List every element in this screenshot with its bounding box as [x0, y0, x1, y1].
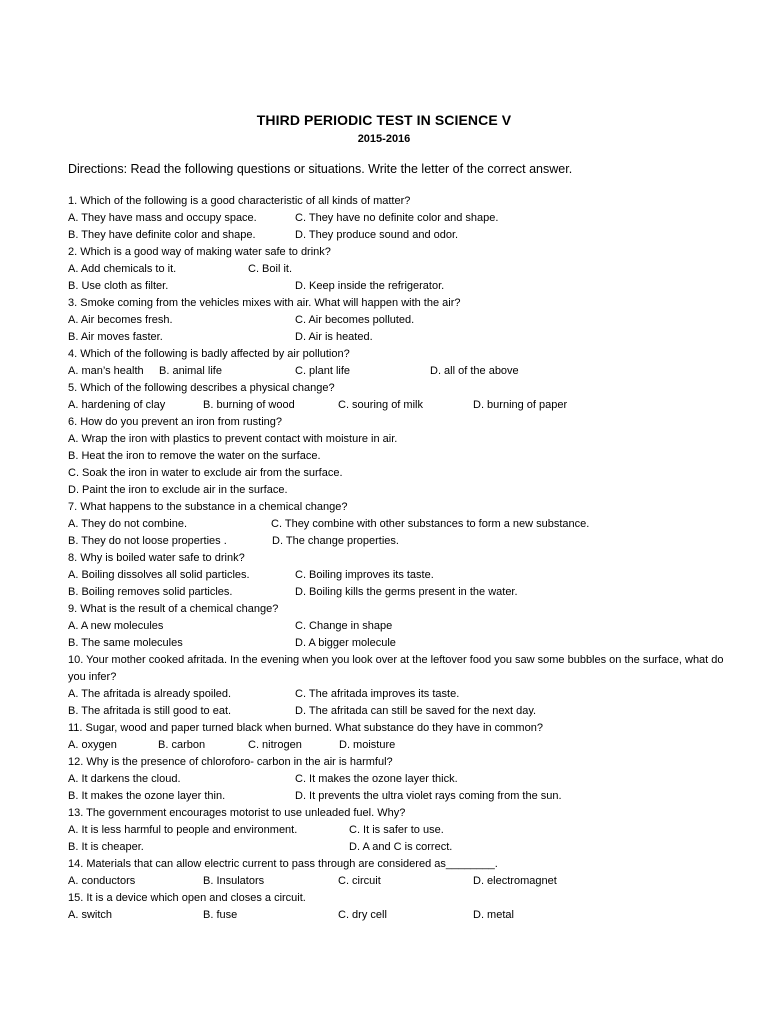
choice-c: C. nitrogen — [248, 739, 302, 751]
choice-row — [68, 584, 728, 601]
choice-row — [68, 686, 728, 703]
choice-b: B. carbon — [158, 739, 206, 751]
question-6: 6. How do you prevent an iron from rusting? — [68, 416, 283, 428]
choice-row — [68, 567, 728, 584]
directions: Directions: Read the following questions or situations. Write the letter of the correct answer. — [68, 162, 573, 176]
choice-d: D. A and C is correct. — [349, 841, 453, 853]
choice-d: D. all of the above — [430, 365, 519, 377]
choice-c: C. circuit — [338, 875, 381, 887]
choice-d: D. The afritada can still be saved for the next day. — [295, 705, 537, 717]
choice-c: C. plant life — [295, 365, 351, 377]
question-1: 1. Which of the following is a good characteristic of all kinds of matter? — [68, 195, 411, 207]
choice-row — [68, 516, 728, 533]
choice-b: B. Air moves faster. — [68, 331, 163, 343]
choice-row — [68, 278, 728, 295]
question-2: 2. Which is a good way of making water safe to drink? — [68, 246, 331, 258]
choice-row — [68, 210, 728, 227]
choice-d: D. The change properties. — [272, 535, 399, 547]
choice-b: B. Insulators — [203, 875, 265, 887]
choice-d: D. Keep inside the refrigerator. — [295, 280, 445, 292]
choice-b: B. The afritada is still good to eat. — [68, 705, 232, 717]
choice-b: B. It makes the ozone layer thin. — [68, 790, 226, 802]
choice-c: C. Soak the iron in water to exclude air from the surface. — [68, 467, 343, 479]
choice-b: B. The same molecules — [68, 637, 183, 649]
choice-c: C. dry cell — [338, 909, 387, 921]
choice-b: B. fuse — [203, 909, 238, 921]
question-7: 7. What happens to the substance in a chemical change? — [68, 501, 348, 513]
choice-row — [68, 363, 728, 380]
question-10: 10. Your mother cooked afritada. In the evening when you look over at the leftover food you saw some bubbles on the surface, what do you infer? — [68, 654, 724, 683]
choice-row — [68, 635, 728, 652]
choice-b: B. Use cloth as filter. — [68, 280, 169, 292]
choice-a: A. man’s health — [68, 365, 144, 377]
page-title: THIRD PERIODIC TEST IN SCIENCE V — [256, 112, 512, 128]
choice-c: C. Air becomes polluted. — [295, 314, 415, 326]
choice-b: B. They do not loose properties . — [68, 535, 227, 547]
question-14: 14. Materials that can allow electric current to pass through are considered as________. — [68, 858, 498, 870]
question-3: 3. Smoke coming from the vehicles mixes with air. What will happen with the air? — [68, 297, 461, 309]
choice-a: A. Add chemicals to it. — [68, 263, 177, 275]
choice-row — [68, 873, 728, 890]
question-12: 12. Why is the presence of chloroforo- carbon in the air is harmful? — [68, 756, 393, 768]
school-year: 2015-2016 — [357, 133, 411, 145]
choice-row — [68, 737, 728, 754]
choice-c: C. It is safer to use. — [349, 824, 444, 836]
choice-a: A. hardening of clay — [68, 399, 166, 411]
question-5: 5. Which of the following describes a physical change? — [68, 382, 335, 394]
choice-row — [68, 227, 728, 244]
choice-row — [68, 788, 728, 805]
question-8: 8. Why is boiled water safe to drink? — [68, 552, 245, 564]
choice-b: B. Boiling removes solid particles. — [68, 586, 233, 598]
choice-a: A. Air becomes fresh. — [68, 314, 173, 326]
question-13: 13. The government encourages motorist to use unleaded fuel. Why? — [68, 807, 406, 819]
question-11: 11. Sugar, wood and paper turned black when burned. What substance do they have in common? — [68, 722, 543, 734]
choice-row — [68, 261, 728, 278]
choice-row — [68, 771, 728, 788]
choice-c: C. Change in shape — [295, 620, 393, 632]
choice-b: B. burning of wood — [203, 399, 295, 411]
choice-a: A. oxygen — [68, 739, 117, 751]
choice-d: D. It prevents the ultra violet rays coming from the sun. — [295, 790, 562, 802]
choice-d: D. moisture — [339, 739, 396, 751]
choice-a: A. It darkens the cloud. — [68, 773, 181, 785]
question-9: 9. What is the result of a chemical change? — [68, 603, 279, 615]
question-list — [68, 193, 728, 924]
choice-a: A. The afritada is already spoiled. — [68, 688, 232, 700]
choice-b: B. animal life — [159, 365, 222, 377]
question-15: 15. It is a device which open and closes a circuit. — [68, 892, 306, 904]
choice-d: D. Air is heated. — [295, 331, 373, 343]
choice-c: C. It makes the ozone layer thick. — [295, 773, 458, 785]
choice-row — [68, 329, 728, 346]
choice-c: C. Boiling improves its taste. — [295, 569, 434, 581]
choice-a: A. Boiling dissolves all solid particles. — [68, 569, 250, 581]
choice-d: D. burning of paper — [473, 399, 568, 411]
choice-c: C. The afritada improves its taste. — [295, 688, 460, 700]
choice-row — [68, 703, 728, 720]
choice-row — [68, 312, 728, 329]
choice-c: C. They combine with other substances to form a new substance. — [271, 518, 590, 530]
choice-c: C. Boil it. — [248, 263, 293, 275]
choice-a: A. They do not combine. — [68, 518, 188, 530]
choice-row — [68, 533, 728, 550]
choice-c: C. souring of milk — [338, 399, 423, 411]
question-4: 4. Which of the following is badly affected by air pollution? — [68, 348, 350, 360]
choice-b: B. It is cheaper. — [68, 841, 144, 853]
choice-a: A. They have mass and occupy space. — [68, 212, 257, 224]
choice-a: A. It is less harmful to people and environment. — [68, 824, 298, 836]
choice-a: A. conductors — [68, 875, 136, 887]
choice-b: B. Heat the iron to remove the water on the surface. — [68, 450, 321, 462]
choice-a: A. switch — [68, 909, 113, 921]
choice-row — [68, 907, 728, 924]
choice-row — [68, 839, 728, 856]
choice-c: C. They have no definite color and shape. — [295, 212, 499, 224]
choice-row — [68, 397, 728, 414]
choice-d: D. metal — [473, 909, 514, 921]
choice-d: D. electromagnet — [473, 875, 557, 887]
choice-row — [68, 618, 728, 635]
choice-a: A. Wrap the iron with plastics to prevent contact with moisture in air. — [68, 433, 398, 445]
choice-d: D. A bigger molecule — [295, 637, 396, 649]
choice-d: D. They produce sound and odor. — [295, 229, 459, 241]
choice-d: D. Paint the iron to exclude air in the surface. — [68, 484, 288, 496]
choice-d: D. Boiling kills the germs present in the water. — [295, 586, 518, 598]
choice-row — [68, 822, 728, 839]
choice-b: B. They have definite color and shape. — [68, 229, 256, 241]
choice-a: A. A new molecules — [68, 620, 164, 632]
